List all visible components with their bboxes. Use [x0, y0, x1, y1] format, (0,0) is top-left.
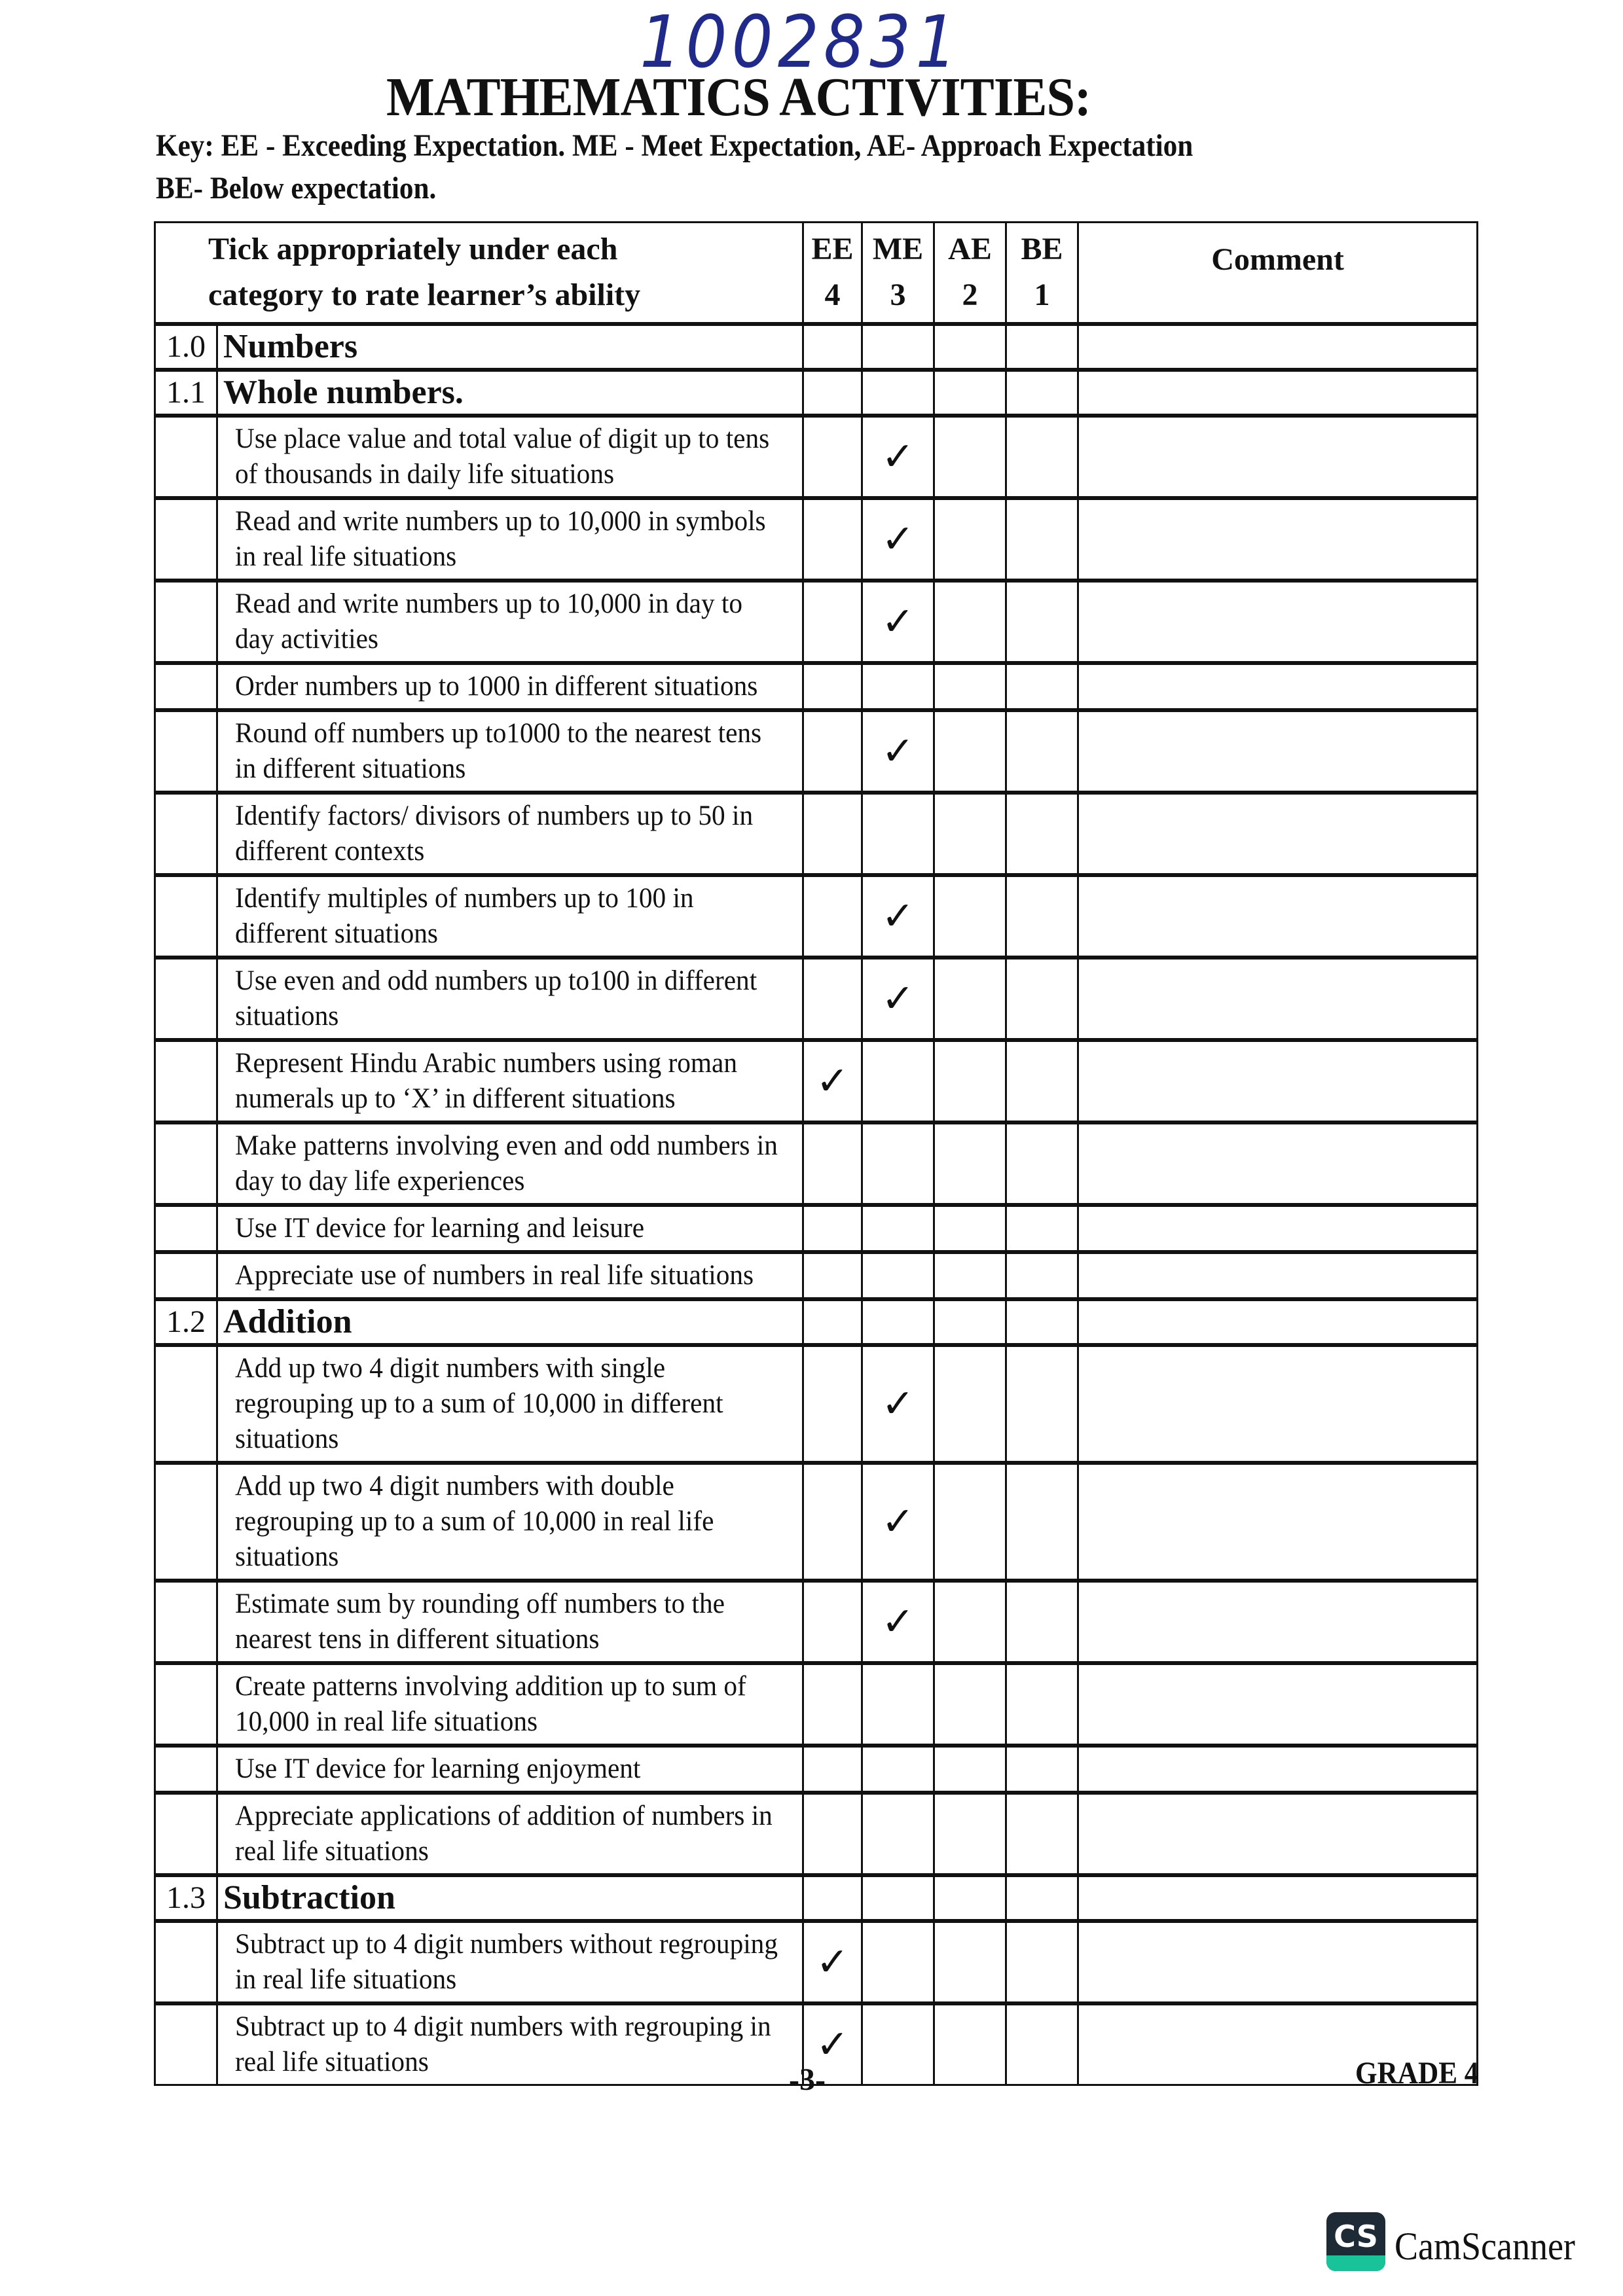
rating-cell-ae[interactable]	[934, 370, 1006, 416]
rating-cell-be[interactable]	[1006, 1793, 1078, 1875]
comment-cell[interactable]	[1078, 1581, 1478, 1663]
item-number-cell	[155, 793, 217, 875]
learning-outcome-text: Create patterns involving addition up to sum of 10,000 in real life situations	[228, 1663, 791, 1746]
section-title: Whole numbers.	[217, 370, 803, 416]
rating-cell-me[interactable]	[862, 1345, 934, 1463]
rating-cell-me[interactable]	[862, 1040, 934, 1122]
rating-cell-ee[interactable]	[803, 1252, 862, 1299]
rating-cell-ae[interactable]	[934, 1463, 1006, 1581]
table-row	[155, 875, 1478, 958]
rating-cell-ae[interactable]	[934, 793, 1006, 875]
item-number-cell	[155, 581, 217, 663]
rating-cell-ee[interactable]	[803, 416, 862, 498]
rating-cell-ee[interactable]	[803, 1463, 862, 1581]
table-row	[155, 1663, 1478, 1746]
rating-cell-be[interactable]	[1006, 1205, 1078, 1252]
checkmark-icon: ✓	[881, 1380, 915, 1427]
rating-cell-ee[interactable]	[803, 793, 862, 875]
comment-cell[interactable]	[1078, 1793, 1478, 1875]
learning-outcome-text: Use even and odd numbers up to100 in different situations	[228, 958, 791, 1040]
rating-cell-ae[interactable]	[934, 1205, 1006, 1252]
learning-outcome-text: Use IT device for learning enjoyment	[228, 1746, 791, 1793]
rating-cell-be[interactable]	[1006, 1463, 1078, 1581]
section-number: 1.0	[155, 324, 217, 370]
rating-cell-ae[interactable]	[934, 1875, 1006, 1921]
comment-cell[interactable]	[1078, 581, 1478, 663]
rating-cell-me[interactable]	[862, 1252, 934, 1299]
checkmark-icon: ✓	[881, 598, 915, 645]
rating-cell-ae[interactable]	[934, 1746, 1006, 1793]
checkmark-icon: ✓	[881, 433, 915, 480]
instruction-header	[155, 223, 803, 324]
rating-cell-ae[interactable]	[934, 1921, 1006, 2003]
comment-cell[interactable]	[1078, 324, 1478, 370]
checkmark-icon: ✓	[816, 1058, 849, 1104]
rating-cell-ee[interactable]	[803, 370, 862, 416]
rating-cell-be[interactable]	[1006, 710, 1078, 793]
rating-cell-me[interactable]	[862, 958, 934, 1040]
rating-cell-ae[interactable]	[934, 1299, 1006, 1345]
rating-cell-be[interactable]	[1006, 1040, 1078, 1122]
learning-outcome-text: Use place value and total value of digit up to tens of thousands in daily life situations	[228, 416, 791, 498]
rating-cell-ee[interactable]	[803, 1746, 862, 1793]
comment-cell[interactable]	[1078, 498, 1478, 581]
learning-outcome-text: Appreciate applications of addition of numbers in real life situations	[228, 1793, 791, 1875]
rating-cell-ee[interactable]	[803, 1875, 862, 1921]
rating-cell-be[interactable]	[1006, 1581, 1078, 1663]
page-title: MATHEMATICS ACTIVITIES:	[386, 67, 1091, 128]
logo-band	[1326, 2255, 1385, 2271]
rating-cell-be[interactable]	[1006, 958, 1078, 1040]
item-number-cell	[155, 1463, 217, 1581]
item-number-cell	[155, 1205, 217, 1252]
comment-cell[interactable]	[1078, 1875, 1478, 1921]
rating-cell-me[interactable]	[862, 581, 934, 663]
rating-cell-me[interactable]	[862, 1875, 934, 1921]
column-score: 3	[890, 278, 906, 313]
rating-cell-ae[interactable]	[934, 416, 1006, 498]
logo-text: CS	[1334, 2219, 1378, 2254]
comment-cell[interactable]	[1078, 1345, 1478, 1463]
rating-cell-be[interactable]	[1006, 416, 1078, 498]
column-code: ME	[872, 232, 924, 267]
rating-cell-ee[interactable]	[803, 1581, 862, 1663]
item-number-cell	[155, 875, 217, 958]
table-row	[155, 1205, 1478, 1252]
rating-cell-me[interactable]	[862, 324, 934, 370]
rating-cell-me[interactable]	[862, 416, 934, 498]
rating-cell-ae[interactable]	[934, 875, 1006, 958]
checkmark-icon: ✓	[816, 1939, 849, 1985]
rating-cell-be[interactable]	[1006, 1921, 1078, 2003]
section-number: 1.1	[155, 370, 217, 416]
rating-cell-ae[interactable]	[934, 581, 1006, 663]
table-row	[155, 1122, 1478, 1205]
rating-cell-be[interactable]	[1006, 2003, 1078, 2085]
rating-cell-me[interactable]	[862, 1122, 934, 1205]
section-row	[155, 324, 1478, 370]
rating-cell-be[interactable]	[1006, 1746, 1078, 1793]
rating-cell-ee[interactable]	[803, 498, 862, 581]
table-row	[155, 1921, 1478, 2003]
comment-cell[interactable]	[1078, 1299, 1478, 1345]
column-score: 1	[1034, 278, 1050, 313]
column-header-be	[1006, 223, 1078, 324]
rating-cell-be[interactable]	[1006, 498, 1078, 581]
comment-cell[interactable]	[1078, 875, 1478, 958]
learning-outcome-text: Subtract up to 4 digit numbers with regrouping in real life situations	[228, 2003, 791, 2085]
rating-cell-ee[interactable]	[803, 581, 862, 663]
rating-cell-me[interactable]	[862, 663, 934, 710]
table-row	[155, 498, 1478, 581]
rating-cell-me[interactable]	[862, 498, 934, 581]
rating-cell-me[interactable]	[862, 1793, 934, 1875]
rating-cell-be[interactable]	[1006, 1663, 1078, 1746]
rating-cell-ae[interactable]	[934, 1040, 1006, 1122]
rating-cell-me[interactable]	[862, 1581, 934, 1663]
rating-cell-be[interactable]	[1006, 324, 1078, 370]
instruction-line-2: category to rate learner’s ability	[208, 278, 641, 313]
table-row	[155, 710, 1478, 793]
rating-cell-ee[interactable]	[803, 1299, 862, 1345]
rating-cell-ae[interactable]	[934, 1345, 1006, 1463]
rating-cell-be[interactable]	[1006, 793, 1078, 875]
table-header-row	[155, 223, 1478, 324]
rating-cell-ee[interactable]	[803, 1345, 862, 1463]
comment-cell[interactable]	[1078, 1205, 1478, 1252]
section-row	[155, 1875, 1478, 1921]
rating-cell-ee[interactable]	[803, 663, 862, 710]
table-row	[155, 793, 1478, 875]
handwritten-learner-id: 1002831	[640, 0, 962, 84]
column-header-ee	[803, 223, 862, 324]
rating-cell-ae[interactable]	[934, 710, 1006, 793]
column-score: 2	[962, 278, 978, 313]
section-number: 1.3	[155, 1875, 217, 1921]
rating-cell-ee[interactable]	[803, 958, 862, 1040]
item-number-cell	[155, 1345, 217, 1463]
table-row	[155, 416, 1478, 498]
checkmark-icon: ✓	[881, 516, 915, 562]
table-row	[155, 581, 1478, 663]
rating-cell-ae[interactable]	[934, 324, 1006, 370]
comment-cell[interactable]	[1078, 1252, 1478, 1299]
camscanner-logo-icon	[1326, 2212, 1385, 2271]
comment-cell[interactable]	[1078, 958, 1478, 1040]
item-number-cell	[155, 2003, 217, 2085]
checkmark-icon: ✓	[881, 1598, 915, 1645]
rating-cell-ae[interactable]	[934, 1581, 1006, 1663]
rating-cell-ae[interactable]	[934, 958, 1006, 1040]
rating-cell-me[interactable]	[862, 1921, 934, 2003]
rating-cell-ae[interactable]	[934, 498, 1006, 581]
item-number-cell	[155, 1663, 217, 1746]
instruction-line-1: Tick appropriately under each	[208, 232, 618, 267]
comment-cell[interactable]	[1078, 663, 1478, 710]
item-number-cell	[155, 1746, 217, 1793]
rating-cell-be[interactable]	[1006, 875, 1078, 958]
rating-cell-ae[interactable]	[934, 1793, 1006, 1875]
rating-cell-ee[interactable]	[803, 1040, 862, 1122]
section-row	[155, 1299, 1478, 1345]
learning-outcome-text: Read and write numbers up to 10,000 in day to day activities	[228, 581, 791, 663]
rating-cell-be[interactable]	[1006, 1252, 1078, 1299]
comment-cell[interactable]	[1078, 710, 1478, 793]
table-row	[155, 1793, 1478, 1875]
learning-outcome-text: Round off numbers up to1000 to the nearest tens in different situations	[228, 710, 791, 793]
rating-cell-me[interactable]	[862, 1746, 934, 1793]
item-number-cell	[155, 498, 217, 581]
column-code: BE	[1021, 232, 1063, 267]
rating-cell-me[interactable]	[862, 1299, 934, 1345]
column-score: 4	[824, 278, 841, 313]
rating-cell-be[interactable]	[1006, 1299, 1078, 1345]
rating-cell-be[interactable]	[1006, 1345, 1078, 1463]
learning-outcome-text: Identify multiples of numbers up to 100 in different situations	[228, 875, 791, 958]
item-number-cell	[155, 1122, 217, 1205]
rating-key-line-1: Key: EE - Exceeding Expectation. ME - Meet Expectation, AE- Approach Expectation	[156, 128, 1194, 163]
page-number: -3-	[789, 2062, 826, 2097]
comment-cell[interactable]	[1078, 1040, 1478, 1122]
comment-cell[interactable]	[1078, 1463, 1478, 1581]
rating-cell-ee[interactable]	[803, 710, 862, 793]
rating-cell-me[interactable]	[862, 2003, 934, 2085]
comment-cell[interactable]	[1078, 1663, 1478, 1746]
rating-cell-ae[interactable]	[934, 1663, 1006, 1746]
rating-cell-ee[interactable]	[803, 324, 862, 370]
rating-cell-be[interactable]	[1006, 1875, 1078, 1921]
item-number-cell	[155, 416, 217, 498]
learning-outcome-text: Order numbers up to 1000 in different situations	[228, 663, 791, 710]
rating-key-line-2: BE- Below expectation.	[156, 171, 437, 206]
checkmark-icon: ✓	[816, 2021, 849, 2068]
checkmark-icon: ✓	[881, 893, 915, 939]
rating-cell-ae[interactable]	[934, 663, 1006, 710]
section-title: Numbers	[217, 324, 803, 370]
assessment-table	[154, 221, 1478, 2086]
rating-cell-ee[interactable]	[803, 1793, 862, 1875]
item-number-cell	[155, 1793, 217, 1875]
item-number-cell	[155, 958, 217, 1040]
checkmark-icon: ✓	[881, 975, 915, 1022]
learning-outcome-text: Represent Hindu Arabic numbers using roman numerals up to ‘X’ in different situations	[228, 1040, 791, 1122]
rating-cell-be[interactable]	[1006, 581, 1078, 663]
comment-cell[interactable]	[1078, 1746, 1478, 1793]
column-code: AE	[948, 232, 992, 267]
learning-outcome-text: Identify factors/ divisors of numbers up to 50 in different contexts	[228, 793, 791, 875]
comment-cell[interactable]	[1078, 793, 1478, 875]
column-code: EE	[811, 232, 854, 267]
table-row	[155, 1040, 1478, 1122]
table-row	[155, 663, 1478, 710]
rating-cell-ae[interactable]	[934, 1122, 1006, 1205]
table-row	[155, 1252, 1478, 1299]
checkmark-icon: ✓	[881, 728, 915, 774]
section-title: Subtraction	[217, 1875, 803, 1921]
rating-cell-me[interactable]	[862, 793, 934, 875]
table-row	[155, 1463, 1478, 1581]
column-header-comment: Comment	[1078, 223, 1478, 324]
rating-cell-be[interactable]	[1006, 370, 1078, 416]
learning-outcome-text: Read and write numbers up to 10,000 in symbols in real life situations	[228, 498, 791, 581]
column-header-me	[862, 223, 934, 324]
comment-cell[interactable]	[1078, 1921, 1478, 2003]
rating-cell-ee[interactable]	[803, 1921, 862, 2003]
rating-cell-me[interactable]	[862, 875, 934, 958]
comment-cell[interactable]	[1078, 416, 1478, 498]
rating-cell-me[interactable]	[862, 1205, 934, 1252]
rating-cell-ee[interactable]	[803, 1122, 862, 1205]
comment-cell[interactable]	[1078, 1122, 1478, 1205]
rating-cell-ae[interactable]	[934, 1252, 1006, 1299]
column-header-ae	[934, 223, 1006, 324]
rating-cell-be[interactable]	[1006, 1122, 1078, 1205]
table-row	[155, 1581, 1478, 1663]
table-row	[155, 1345, 1478, 1463]
rating-cell-ae[interactable]	[934, 2003, 1006, 2085]
section-row	[155, 370, 1478, 416]
rating-cell-me[interactable]	[862, 1663, 934, 1746]
item-number-cell	[155, 663, 217, 710]
rating-cell-be[interactable]	[1006, 663, 1078, 710]
section-title: Addition	[217, 1299, 803, 1345]
section-number: 1.2	[155, 1299, 217, 1345]
camscanner-watermark: CamScanner	[1395, 2225, 1575, 2268]
comment-cell[interactable]	[1078, 370, 1478, 416]
item-number-cell	[155, 1581, 217, 1663]
item-number-cell	[155, 1252, 217, 1299]
rating-cell-ee[interactable]	[803, 875, 862, 958]
item-number-cell	[155, 1921, 217, 2003]
table-row	[155, 958, 1478, 1040]
learning-outcome-text: Add up two 4 digit numbers with double regrouping up to a sum of 10,000 in real life situations	[228, 1463, 791, 1581]
learning-outcome-text: Use IT device for learning and leisure	[228, 1205, 791, 1252]
rating-cell-me[interactable]	[862, 710, 934, 793]
grade-label: GRADE 4	[1355, 2056, 1479, 2090]
learning-outcome-text: Estimate sum by rounding off numbers to the nearest tens in different situations	[228, 1581, 791, 1663]
rating-cell-me[interactable]	[862, 370, 934, 416]
item-number-cell	[155, 710, 217, 793]
checkmark-icon: ✓	[881, 1498, 915, 1545]
learning-outcome-text: Subtract up to 4 digit numbers without regrouping in real life situations	[228, 1921, 791, 2003]
item-number-cell	[155, 1040, 217, 1122]
learning-outcome-text: Add up two 4 digit numbers with single regrouping up to a sum of 10,000 in different situations	[228, 1345, 791, 1463]
table-row	[155, 1746, 1478, 1793]
rating-cell-ee[interactable]	[803, 1663, 862, 1746]
rating-cell-me[interactable]	[862, 1463, 934, 1581]
learning-outcome-text: Appreciate use of numbers in real life situations	[228, 1252, 791, 1299]
rating-cell-ee[interactable]	[803, 1205, 862, 1252]
learning-outcome-text: Make patterns involving even and odd numbers in day to day life experiences	[228, 1122, 791, 1205]
